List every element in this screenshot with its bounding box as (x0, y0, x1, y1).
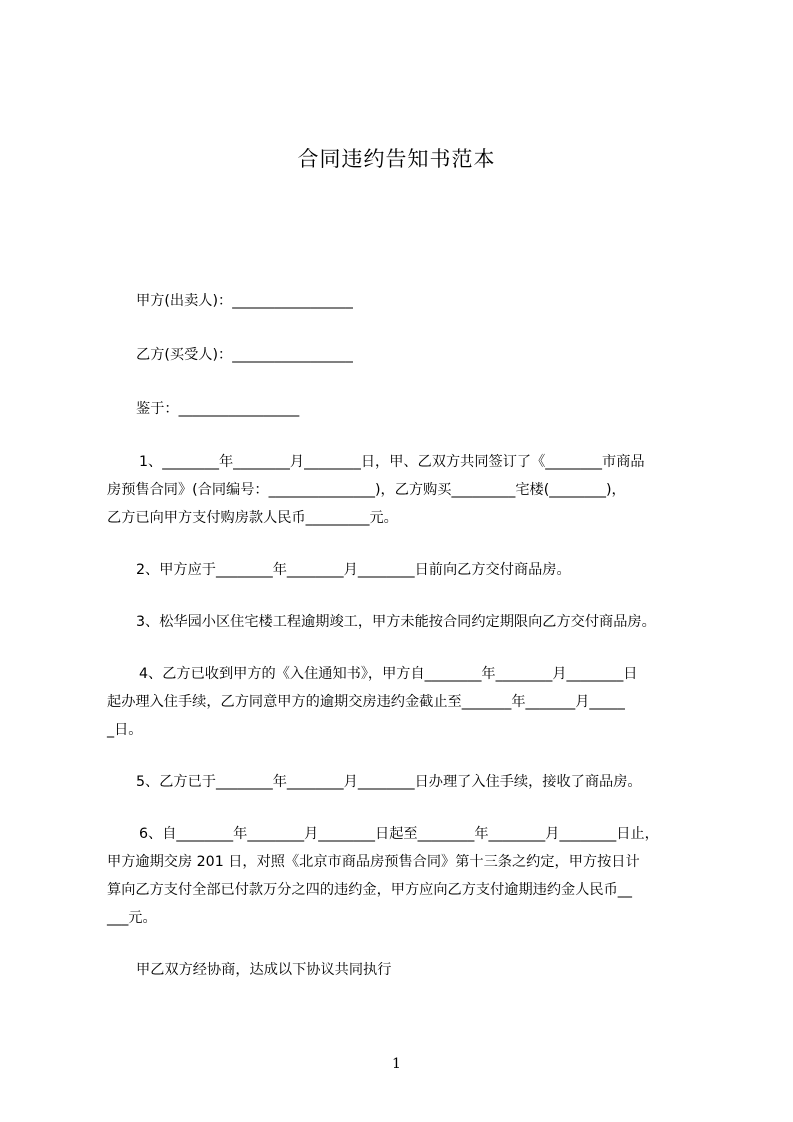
clause-1-line-3: 乙方已向甲方支付购房款人民币_________元。 (107, 510, 398, 526)
page-number: 1 (392, 1056, 401, 1072)
clause-6-line-4: ___元。 (107, 910, 157, 926)
clause-1-line-1: 1、________年________月________日，甲、乙双方共同签订了《________市商品 (139, 454, 645, 470)
clause-5: 5、乙方已于________年________月________日办理了入住手续，接收了商品房。 (136, 774, 642, 790)
document-title: 合同违约告知书范本 (297, 147, 496, 171)
whereas-line: 鉴于：_________________ (136, 401, 300, 417)
clause-2: 2、甲方应于________年________月________日前向乙方交付商品房。 (136, 562, 571, 578)
clause-1-line-2: 房预售合同》(合同编号：_______________)，乙方购买_________宅楼(________)， (107, 482, 626, 498)
party-b-line: 乙方(买受人)：_________________ (136, 347, 353, 363)
clause-6-line-3: 算向乙方支付全部已付款万分之四的违约金，甲方应向乙方支付逾期违约金人民币__ (107, 882, 632, 898)
clause-4-line-1: 4、乙方已收到甲方的《入住通知书》，甲方自________年________月________日 (139, 666, 638, 682)
clause-6-line-2: 甲方逾期交房 201 日，对照《北京市商品房预售合同》第十三条之约定，甲方按日计 (107, 854, 640, 870)
agreement-line: 甲乙双方经协商，达成以下协议共同执行 (136, 962, 392, 978)
clause-6-line-1: 6、自________年________月________日起至________年________月________日止， (139, 826, 659, 842)
party-a-line: 甲方(出卖人)：_________________ (136, 293, 353, 309)
clause-3: 3、松华园小区住宅楼工程逾期竣工，甲方未能按合同约定期限向乙方交付商品房。 (136, 614, 656, 630)
clause-4-line-2: 起办理入住手续，乙方同意甲方的逾期交房违约金截止至_______年_______月_____ (107, 694, 625, 710)
clause-4-line-3: _日。 (107, 722, 143, 738)
